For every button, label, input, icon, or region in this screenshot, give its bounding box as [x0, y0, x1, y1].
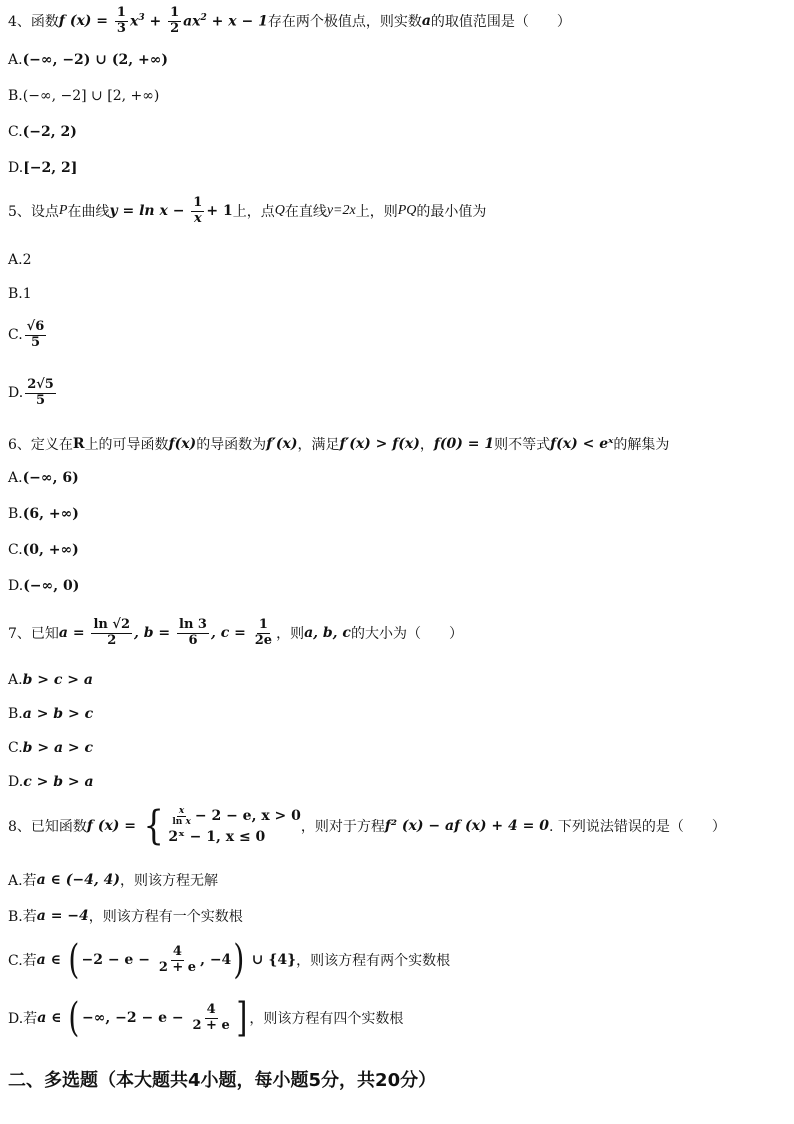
- q4-frac-1-2: $\frac{1}{2}$: [170, 5, 180, 36]
- q8-stem: 8、已知函数 f (x) = { $\frac{x}{\text{ln x}}$ − 2 − e, x > 0 2ˣ − 1, x ≤ 0 ，则对于方程 f² (x) − af (x) + 4 = 0 . 下列说法错误的是（ ）: [8, 803, 726, 850]
- q7-option-b[interactable]: B. a > b > c: [8, 706, 94, 722]
- q4-option-c[interactable]: C. (−2, 2): [8, 124, 77, 140]
- q4-stem: 4、函数 f (x) = $\frac{1}{3}$ $x^3$ + $\frac{1}{2}$ $ax^2 + x - 1$ 存在两个极值点，则实数 a 的取值范围是（ ）: [8, 5, 571, 36]
- q7-stem: 7、已知 a = $\frac{\ln √2}{2}$ , b = $\frac{\ln 3}{6}$ , c = $\frac{1}{2e}$ ，则 a, b, c 的大小为（ ）: [8, 617, 463, 648]
- q8-option-d[interactable]: D.若 a ∈ ( −∞, −2 − e − $\frac{4}{2 + e}$ ] ，则该方程有四个实数根: [8, 995, 404, 1041]
- q8-option-b[interactable]: B.若 a = −4 ，则该方程有一个实数根: [8, 908, 243, 925]
- q4-var-a: a: [421, 13, 431, 30]
- q5-option-c[interactable]: C. $\frac{√6}{5}$: [8, 319, 45, 350]
- q4-stem-post: 的取值范围是（ ）: [430, 14, 571, 31]
- q4-option-b[interactable]: B. (−∞, −2] ∪ [2, +∞): [8, 88, 160, 104]
- q6-option-b[interactable]: B. (6, +∞): [8, 506, 79, 522]
- q6-stem: 6、定义在 R 上的可导函数 f(x) 的导函数为 f′(x) ，满足 f′(x) > f(x) ， f(0) = 1 则不等式 f(x) < eˣ 的解集为: [8, 436, 670, 453]
- q7-option-a[interactable]: A. b > c > a: [8, 672, 93, 688]
- q8-piecewise: $\frac{x}{\text{ln x}}$ − 2 − e, x > 0 2ˣ − 1, x ≤ 0: [168, 806, 301, 845]
- q4-frac-1-3: $\frac{1}{3}$: [116, 5, 126, 36]
- q7-option-d[interactable]: D. c > b > a: [8, 774, 94, 790]
- q4-stem-mid: 存在两个极值点，则实数: [267, 14, 422, 31]
- q6-option-d[interactable]: D. (−∞, 0): [8, 578, 80, 594]
- q5-stem: 5、设点 P 在曲线 y = ln x − $\frac{1}{x}$ + 1 上，点 Q 在直线 y=2x 上，则 PQ 的最小值为: [8, 195, 487, 226]
- q4-option-d[interactable]: D. [−2, 2]: [8, 160, 78, 176]
- q4-stem-prefix: 4、函数: [8, 14, 59, 31]
- q4-option-a[interactable]: A. (−∞, −2) ∪ (2, +∞): [8, 52, 169, 68]
- q8-option-c[interactable]: C.若 a ∈ ( −2 − e − $\frac{4}{2 + e}$ , −4 ) ∪ {4} ，则该方程有两个实数根: [8, 937, 451, 983]
- q5-option-b[interactable]: B. 1: [8, 286, 32, 302]
- q7-option-c[interactable]: C. b > a > c: [8, 740, 94, 756]
- section-heading: 二、多选题（本大题共4小题，每小题5分，共20分）: [8, 1070, 437, 1091]
- q5-option-d[interactable]: D. $\frac{2√5}{5}$: [8, 377, 54, 408]
- q5-curve: y = ln x −: [109, 203, 190, 220]
- q6-option-a[interactable]: A. (−∞, 6): [8, 470, 79, 486]
- q8-option-a[interactable]: A.若 a ∈ (−4, 4) ，则该方程无解: [8, 872, 218, 889]
- q6-option-c[interactable]: C. (0, +∞): [8, 542, 79, 558]
- q5-option-a[interactable]: A. 2: [8, 252, 32, 268]
- q4-formula: f (x) =: [58, 13, 113, 30]
